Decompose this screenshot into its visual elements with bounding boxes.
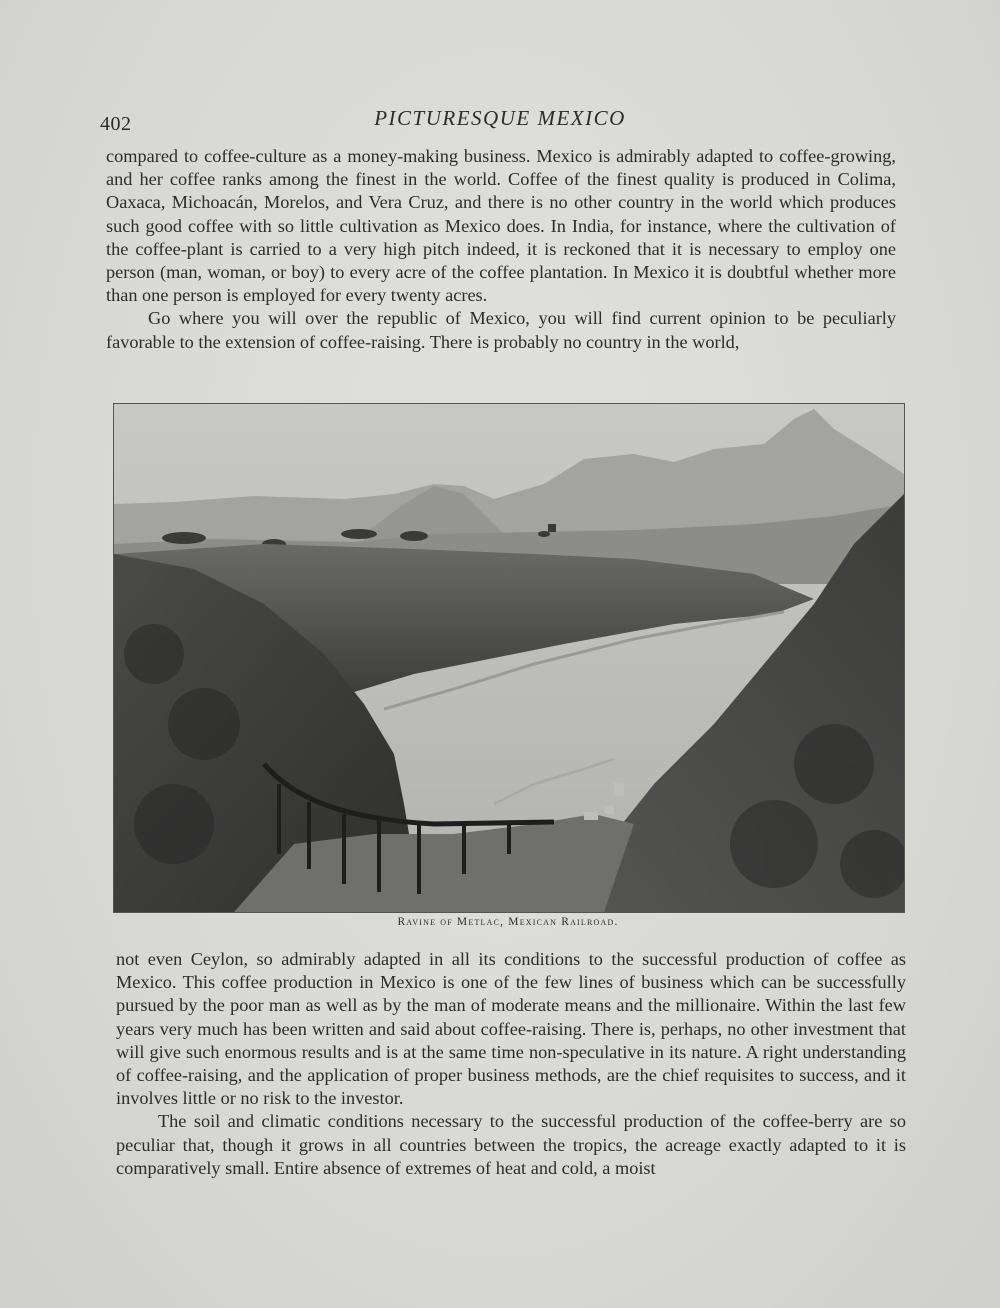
- page-number: 402: [100, 113, 132, 135]
- paragraph: compared to coffee-culture as a money-making business. Mexico is admirably adapted to coffee-growing, and her coffee ranks among the finest in the world. Coffee of the finest quality is produced in Colima, Oaxaca, Michoacán, Morelos, and Vera Cruz, and there is no other country in the world which produces such good coffee with so little cultivation as Mexico does. In India, for instance, where the cultivation of the coffee-plant is carried to a very high pitch indeed, it is reckoned that it is necessary to employ one person (man, woman, or boy) to every acre of the coffee plantation. In Mexico it is doubtful whether more than one person is employed for every twenty acres.: [106, 146, 896, 306]
- paragraph: not even Ceylon, so admirably adapted in all its conditions to the successful production of coffee as Mexico. This coffee production in Mexico is one of the few lines of business which can be successfully pursued by the poor man as well as by the man of moderate means and the millionaire. Within the last few years very much has been written and said about coffee-raising. There is, perhaps, no other investment that will give such enormous results and is at the same time non-speculative in its nature. A right understanding of coffee-raising, and the application of proper business methods, are the chief requisites to success, and it involves little or no risk to the investor.: [116, 949, 906, 1109]
- paragraph: Go where you will over the republic of Mexico, you will find current opinion to be peculiarly favorable to the extension of coffee-raising. There is probably no country in the world,: [106, 308, 896, 352]
- ravine-photograph: [113, 403, 905, 913]
- running-title: PICTURESQUE MEXICO: [374, 106, 626, 130]
- paragraph: The soil and climatic conditions necessary to the successful production of the coffee-berry are so peculiar that, though it grows in all countries between the tropics, the acreage exactly adapted to it is comparatively small. Entire absence of extremes of heat and cold, a moist: [116, 1111, 906, 1178]
- photo-illustration: [114, 404, 904, 912]
- body-text-top: [106, 145, 896, 354]
- body-text-bottom: [116, 948, 906, 1180]
- figure-caption: Ravine of Metlac, Mexican Railroad.: [397, 916, 619, 928]
